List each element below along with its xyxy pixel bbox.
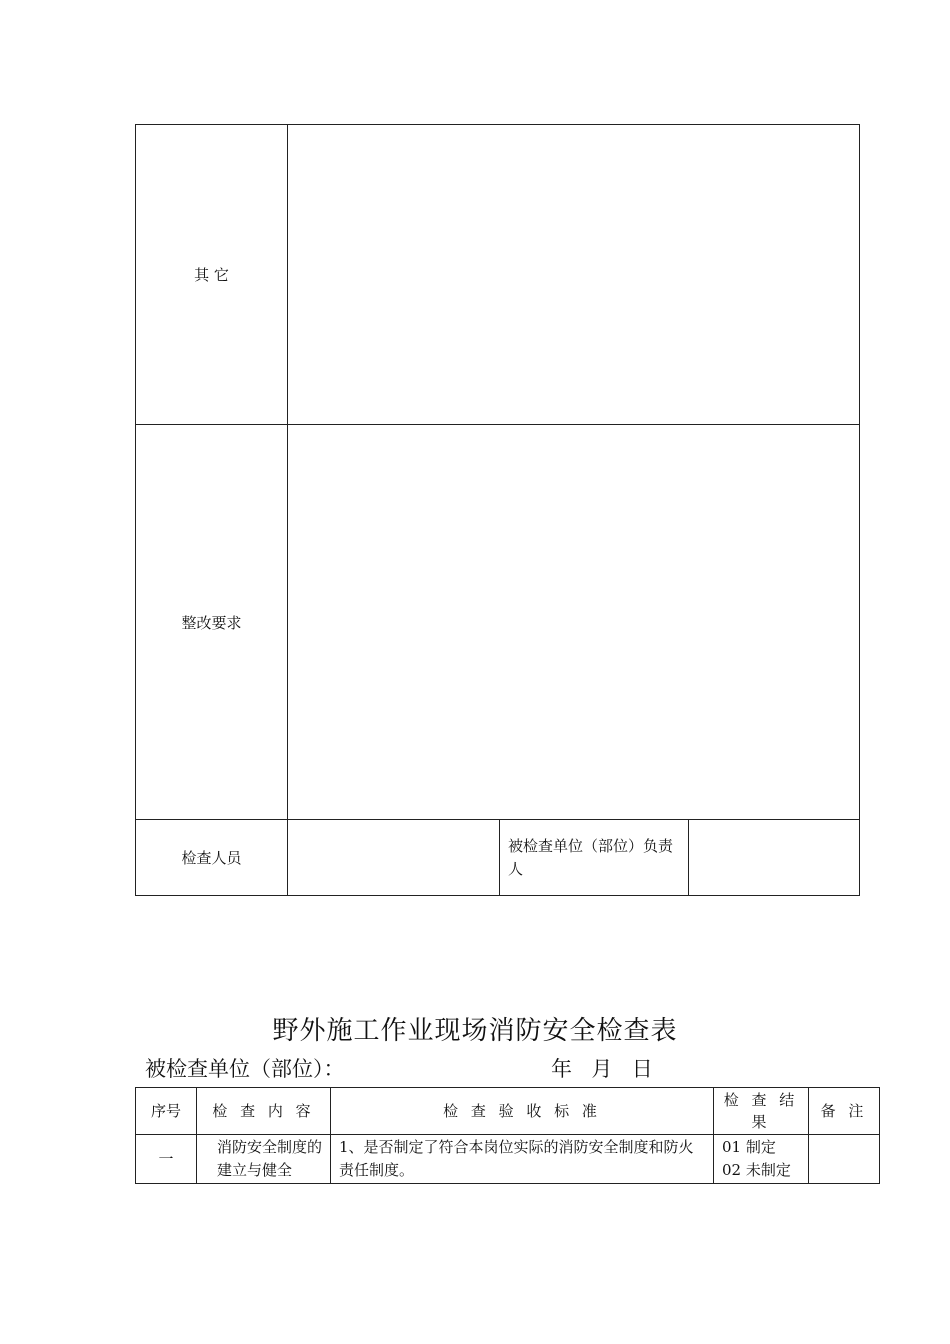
table-row-rectify — [136, 425, 860, 820]
header-result: 检 查 结 果 — [714, 1088, 809, 1135]
result-option-not-made: 02 未制定 — [722, 1161, 791, 1179]
result-option-made: 01 制定 — [722, 1138, 776, 1156]
other-label: 其 它 — [136, 125, 288, 425]
rectify-value-cell[interactable] — [288, 425, 860, 820]
row-no: 一 — [136, 1135, 197, 1184]
rectify-label: 整改要求 — [136, 425, 288, 820]
inspection-summary-table — [135, 124, 860, 896]
row-remark[interactable] — [809, 1135, 880, 1184]
table-row-other — [136, 125, 860, 425]
header-remark: 备 注 — [809, 1088, 880, 1135]
responsible-label: 被检查单位（部位）负责人 — [500, 820, 689, 896]
date-label: 年 月 日 — [551, 1057, 655, 1081]
inspector-label: 检查人员 — [136, 820, 288, 896]
table-row — [136, 1135, 880, 1184]
table-row-sign — [136, 820, 860, 896]
table-header-row — [136, 1088, 880, 1135]
responsible-value-cell[interactable] — [689, 820, 860, 896]
form-title: 野外施工作业现场消防安全检查表 — [272, 1016, 678, 1046]
row-result[interactable] — [714, 1135, 809, 1184]
row-standard: 1、是否制定了符合本岗位实际的消防安全制度和防火责任制度。 — [331, 1135, 714, 1184]
inspected-unit-label: 被检查单位（部位）： — [145, 1057, 345, 1081]
other-value-cell[interactable] — [288, 125, 860, 425]
row-content: 消防安全制度的建立与健全 — [197, 1135, 331, 1184]
inspector-value-cell[interactable] — [288, 820, 500, 896]
header-no: 序号 — [136, 1088, 197, 1135]
header-content: 检 查 内 容 — [197, 1088, 331, 1135]
fire-safety-check-table — [135, 1087, 880, 1184]
header-standard: 检 查 验 收 标 准 — [331, 1088, 714, 1135]
